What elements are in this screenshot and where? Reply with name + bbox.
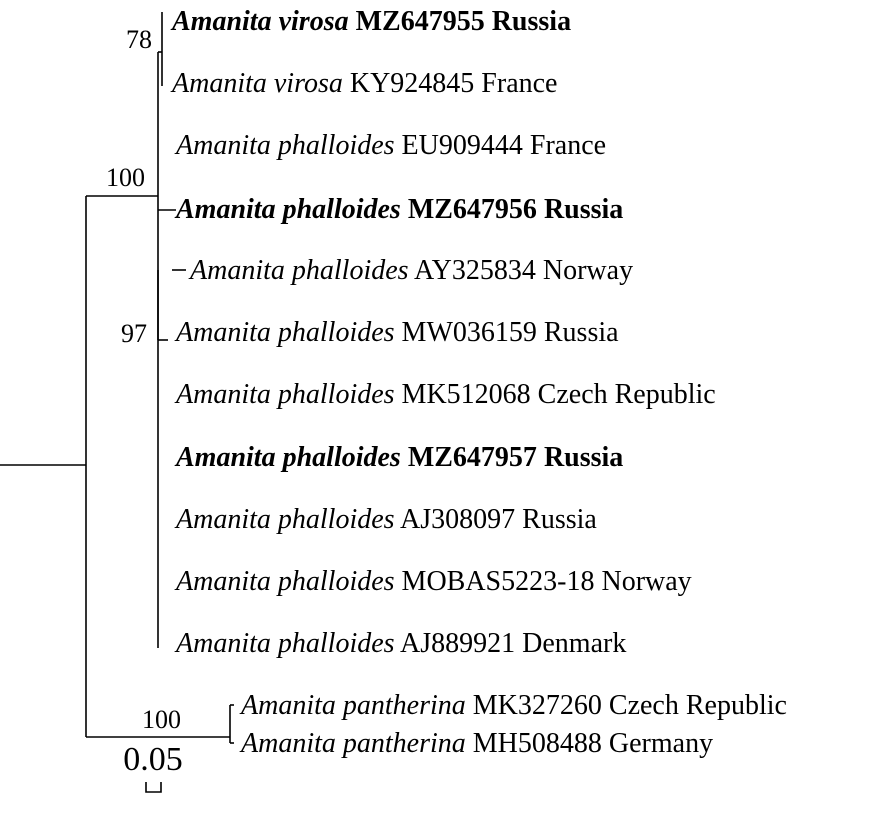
taxon-accession: MK327260 [472,690,602,721]
taxon-label [174,379,716,410]
taxon-country: Russia [491,6,572,37]
support-virosa-clade: 78 [126,25,152,54]
taxon-country: Czech Republic [537,379,716,410]
taxon-accession: AJ308097 [400,504,516,535]
taxon-accession: MZ647957 [407,442,537,473]
taxon-label [174,442,623,473]
taxon-country: France [529,130,607,161]
taxon-species: Amanita virosa [172,6,349,37]
taxon-country: Norway [601,566,692,597]
taxon-species: Amanita phalloides [176,442,401,473]
taxon-species: Amanita phalloides [176,628,395,659]
support-pantherina-clade: 100 [142,705,181,734]
taxon-country: Russia [522,504,597,535]
taxon-species: Amanita pantherina [241,690,466,721]
taxon-accession: AJ889921 [400,628,516,659]
taxon-species: Amanita phalloides [190,255,409,286]
taxon-label [174,194,623,225]
taxon-accession: MOBAS5223-18 [401,566,595,597]
taxon-country: Czech Republic [608,690,787,721]
taxon-label [239,728,713,759]
taxon-label [170,68,557,99]
taxon-accession: MH508488 [472,728,602,759]
scale-bar-line [146,782,161,792]
support-phalloides-subclade: 97 [121,319,147,348]
taxon-label [174,628,626,659]
taxon-labels [170,6,787,759]
scale-bar-label: 0.05 [123,741,183,778]
taxon-label [174,504,597,535]
taxon-species: Amanita phalloides [176,130,395,161]
scale-bar [123,741,183,792]
taxon-country: France [481,68,558,99]
taxon-country: Norway [542,255,634,286]
taxon-species: Amanita virosa [172,68,343,99]
taxon-accession: MZ647956 [407,194,537,225]
taxon-label [174,130,606,161]
taxon-species: Amanita pantherina [241,728,466,759]
taxon-country: Russia [543,317,619,348]
taxon-accession: KY924845 [349,68,475,99]
taxon-label [239,690,787,721]
taxon-species: Amanita phalloides [176,504,395,535]
taxon-species: Amanita phalloides [176,317,395,348]
taxon-species: Amanita phalloides [176,194,401,225]
taxon-country: Denmark [522,628,627,659]
support-values [106,25,181,734]
taxon-accession: MK512068 [401,379,531,410]
taxon-country: Russia [543,442,624,473]
taxon-accession: MZ647955 [355,6,485,37]
taxon-accession: AY325834 [414,255,536,286]
taxon-species: Amanita phalloides [176,566,395,597]
taxon-accession: MW036159 [401,317,537,348]
taxon-label [174,566,692,597]
support-ingroup-clade: 100 [106,163,145,192]
taxon-label [174,317,619,348]
taxon-label [170,6,571,37]
taxon-country: Russia [543,194,624,225]
taxon-country: Germany [608,728,714,759]
taxon-label [188,255,633,286]
taxon-species: Amanita phalloides [176,379,395,410]
taxon-accession: EU909444 [401,130,523,161]
